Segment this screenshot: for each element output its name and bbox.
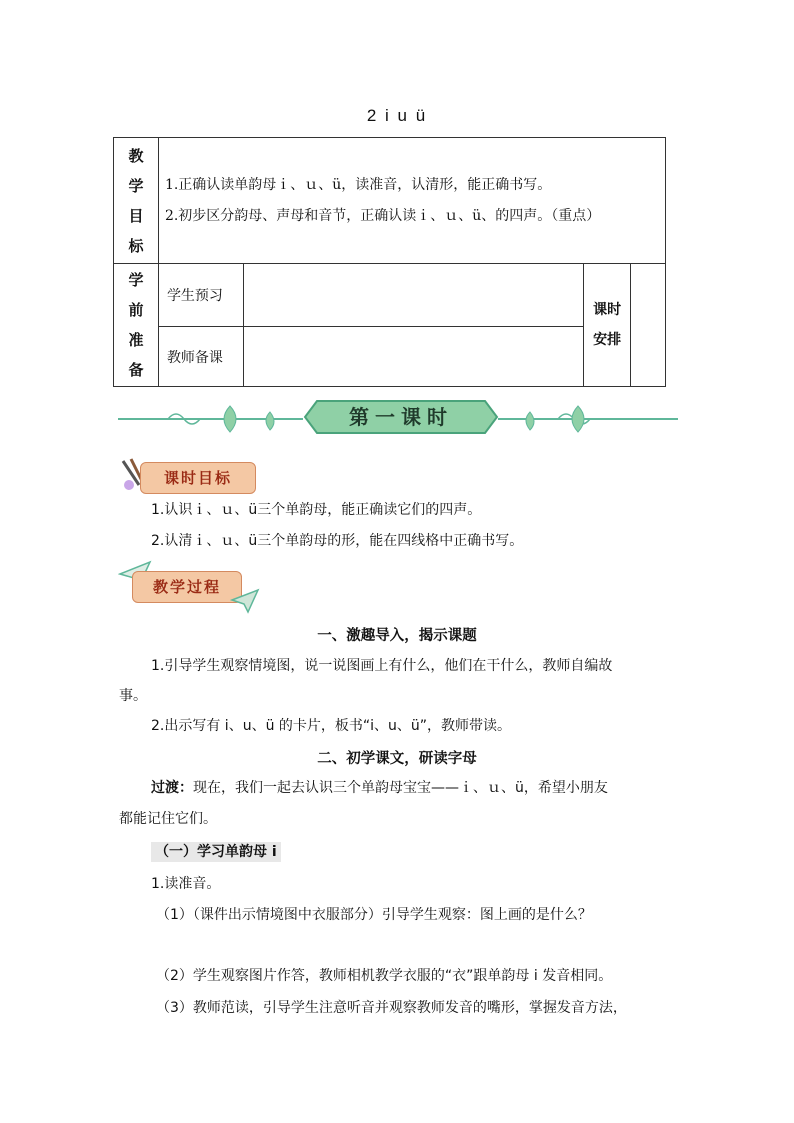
transition-label: 过渡：: [151, 780, 193, 796]
paper-plane-icon: [230, 588, 260, 614]
paragraph: （2）学生观察图片作答，教师相机教学衣服的“衣”跟单韵母 i 发音相同。: [156, 968, 613, 984]
prep-label: [114, 264, 159, 387]
transition-text: 现在，我们一起去认识三个单韵母宝宝——ｉ、ｕ、ü，希望小朋友: [193, 780, 608, 796]
paragraph: 1.引导学生观察情境图，说一说图画上有什么，他们在干什么，教师自编故: [151, 658, 613, 674]
schedule-value[interactable]: [631, 264, 666, 387]
schedule-label-line: 安排: [593, 332, 622, 348]
paragraph: （1）（课件出示情境图中衣服部分）引导学生观察：图上画的是什么？: [156, 907, 592, 923]
schedule-label: [584, 264, 631, 387]
paragraph: 1.读准音。: [151, 876, 221, 892]
tag-teaching-process-label: 教学过程: [152, 578, 221, 596]
goal-item: 1.正确认读单韵母ｉ、ｕ、ü，读准音，认清形，能正确书写。: [164, 176, 552, 193]
lesson-goal-item: 2.认清ｉ、ｕ、ü三个单韵母的形，能在四线格中正确书写。: [151, 533, 524, 549]
subsection-heading: [151, 842, 281, 862]
section2-heading: 二、初学课文，研读字母: [317, 751, 477, 767]
prep-label-char: 准: [128, 331, 144, 349]
tag-teaching-process: [132, 571, 242, 603]
goals-cell: [158, 138, 665, 264]
paragraph: （3）教师范读，引导学生注意听音并观察教师发音的嘴形，掌握发音方法，: [156, 1000, 627, 1016]
subsection-title: （一）学习单韵母 i: [151, 842, 281, 862]
doc-title: 2 i u ü: [366, 106, 428, 125]
prep-label-char: 学: [128, 271, 144, 289]
banner-title: 第一课时: [349, 405, 453, 429]
lesson-plan-table: [113, 137, 666, 387]
teacher-prep-value[interactable]: [243, 327, 583, 387]
teacher-prep-label: 教师备课: [158, 327, 243, 387]
goal-label: [114, 138, 159, 264]
schedule-label-line: 课时: [593, 302, 622, 318]
goal-label-char: 标: [128, 236, 144, 255]
goal-label-char: 学: [128, 176, 144, 195]
goal-item: 2.初步区分韵母、声母和音节，正确认读ｉ、ｕ、ü、的四声。（重点）: [164, 207, 601, 224]
tag-lesson-goals: [140, 462, 256, 494]
paragraph: 都能记住它们。: [119, 811, 217, 827]
paragraph: 事。: [119, 688, 147, 704]
lesson-goal-item: 1.认识ｉ、ｕ、ü三个单韵母，能正确读它们的四声。: [151, 502, 482, 518]
student-prep-label: 学生预习: [158, 264, 243, 327]
goal-label-char: 教: [128, 146, 144, 165]
lesson-banner: [303, 397, 499, 437]
prep-label-char: 备: [128, 361, 144, 379]
transition-line: [151, 778, 608, 798]
prep-label-char: 前: [128, 301, 144, 319]
tag-lesson-goals-label: 课时目标: [163, 469, 232, 487]
paragraph: 2.出示写有 i、u、ü 的卡片，板书“i、u、ü”，教师带读。: [151, 718, 512, 734]
goal-label-char: 目: [128, 206, 144, 225]
section1-heading: 一、激趣导入，揭示课题: [317, 628, 477, 644]
student-prep-value[interactable]: [243, 264, 583, 327]
